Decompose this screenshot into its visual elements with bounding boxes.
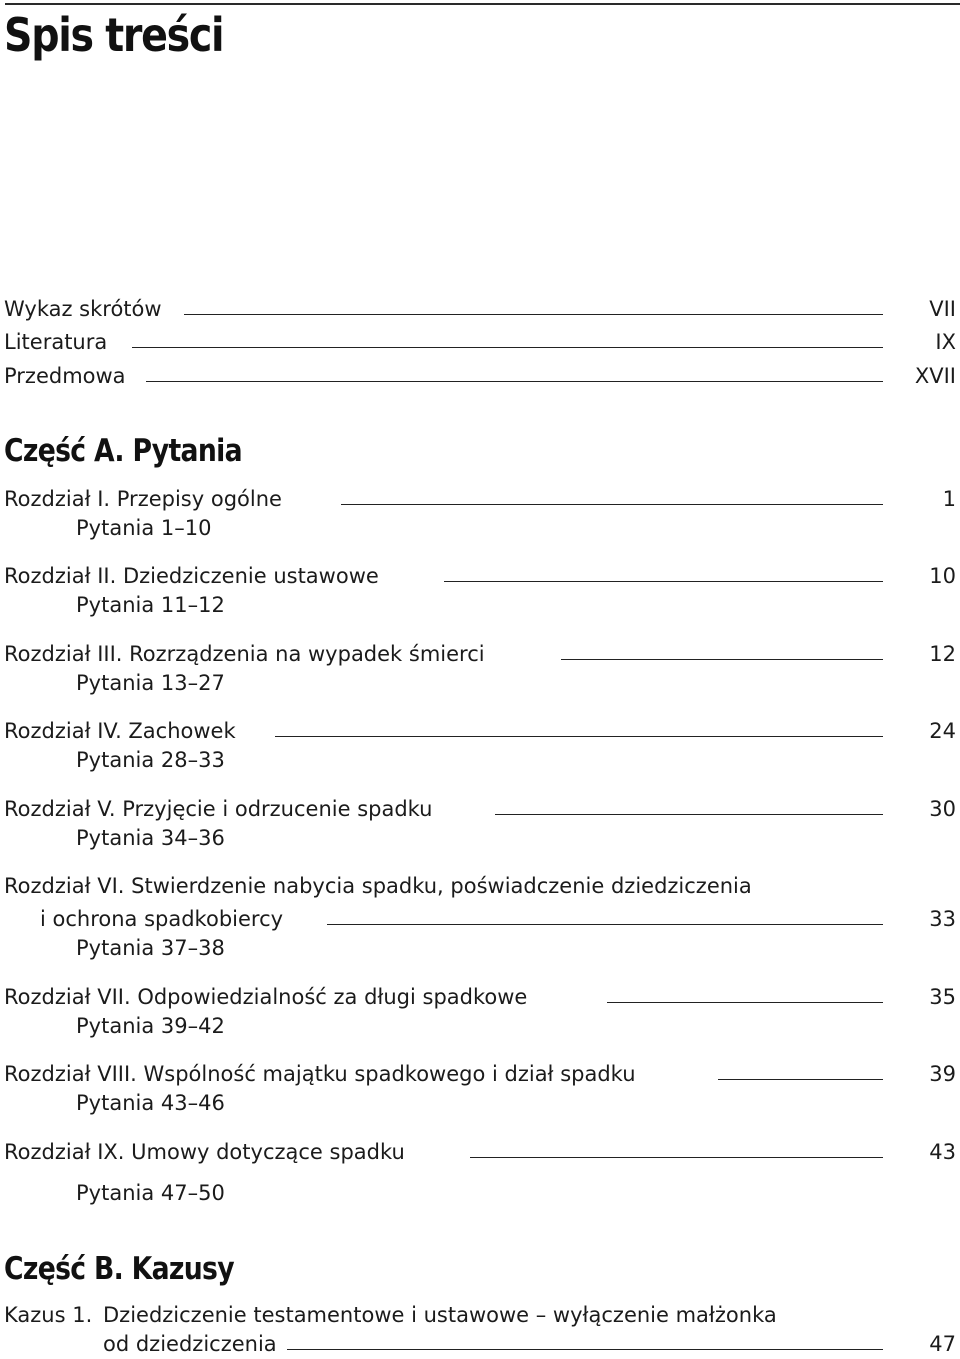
toc-entry-chapter-7[interactable] <box>0 982 960 1012</box>
toc-entry-title: Rozdział IV. Zachowek <box>4 719 236 743</box>
leader-line <box>470 1157 883 1158</box>
toc-page-number: 43 <box>929 1140 956 1164</box>
leader-line <box>495 814 883 815</box>
toc-page-number: 24 <box>929 719 956 743</box>
toc-entry-title: Wykaz skrótów <box>4 297 162 321</box>
leader-line <box>718 1079 883 1080</box>
toc-entry-title: Rozdział III. Rozrządzenia na wypadek śmierci <box>4 642 485 666</box>
toc-page-number: 30 <box>929 797 956 821</box>
toc-page-number: 10 <box>929 564 956 588</box>
leader-line <box>287 1349 883 1350</box>
leader-line <box>341 504 883 505</box>
toc-entry-title: Rozdział V. Przyjęcie i odrzucenie spadku <box>4 797 433 821</box>
toc-page-number: XVII <box>914 364 956 388</box>
toc-questions-range: Pytania 11–12 <box>76 593 225 617</box>
toc-entry-chapter-5[interactable] <box>0 794 960 824</box>
toc-entry-chapter-6-cont[interactable] <box>0 904 960 934</box>
toc-entry-title: Rozdział I. Przepisy ogólne <box>4 487 282 511</box>
toc-entry-chapter-2[interactable] <box>0 561 960 591</box>
toc-questions-range: Pytania 39–42 <box>76 1014 225 1038</box>
toc-entry-title: Rozdział VIII. Wspólność majątku spadkowego i dział spadku <box>4 1062 636 1086</box>
toc-entry-title: Rozdział IX. Umowy dotyczące spadku <box>4 1140 405 1164</box>
toc-questions-range: Pytania 28–33 <box>76 748 225 772</box>
toc-entry-chapter-1[interactable] <box>0 484 960 514</box>
toc-page-number: VII <box>929 297 956 321</box>
toc-entry-chapter-6[interactable] <box>0 871 960 901</box>
toc-entry-case-1[interactable] <box>0 1300 960 1330</box>
part-a-heading: Część A. Pytania <box>4 433 242 469</box>
toc-entry-case-1-cont[interactable] <box>0 1329 960 1359</box>
toc-entry-title: Rozdział VI. Stwierdzenie nabycia spadku, poświadczenie dziedziczenia <box>4 874 752 898</box>
toc-entry-wykaz-skrotow[interactable] <box>0 294 960 324</box>
toc-entry-chapter-4[interactable] <box>0 716 960 746</box>
leader-line <box>327 924 883 925</box>
toc-entry-przedmowa[interactable] <box>0 361 960 391</box>
toc-entry-chapter-3[interactable] <box>0 639 960 669</box>
toc-questions-range: Pytania 34–36 <box>76 826 225 850</box>
top-rule <box>5 3 960 5</box>
leader-line <box>184 314 883 315</box>
part-b-heading: Część B. Kazusy <box>4 1251 234 1287</box>
toc-page-number: IX <box>935 330 956 354</box>
toc-questions-range: Pytania 47–50 <box>76 1181 225 1205</box>
leader-line <box>132 347 883 348</box>
toc-entry-chapter-9[interactable] <box>0 1137 960 1167</box>
toc-entry-title: Dziedziczenie testamentowe i ustawowe – wyłączenie małżonka <box>103 1303 777 1327</box>
leader-line <box>275 736 883 737</box>
leader-line <box>561 659 883 660</box>
toc-entry-title-continuation: od dziedziczenia <box>103 1332 277 1356</box>
page-title: Spis treści <box>4 8 224 62</box>
leader-line <box>607 1002 883 1003</box>
toc-questions-range: Pytania 1–10 <box>76 516 212 540</box>
toc-page-number: 39 <box>929 1062 956 1086</box>
toc-page-number: 35 <box>929 985 956 1009</box>
toc-page-number: 1 <box>942 487 956 511</box>
toc-page-number: 47 <box>929 1332 956 1356</box>
case-label: Kazus 1. <box>4 1303 93 1327</box>
toc-entry-title: Przedmowa <box>4 364 126 388</box>
toc-entry-title: Rozdział II. Dziedziczenie ustawowe <box>4 564 379 588</box>
toc-entry-literatura[interactable] <box>0 327 960 357</box>
leader-line <box>146 381 883 382</box>
toc-entry-title: Literatura <box>4 330 108 354</box>
toc-entry-chapter-8[interactable] <box>0 1059 960 1089</box>
leader-line <box>444 581 883 582</box>
toc-page-number: 33 <box>929 907 956 931</box>
toc-questions-range: Pytania 13–27 <box>76 671 225 695</box>
toc-questions-range: Pytania 37–38 <box>76 936 225 960</box>
toc-entry-title: Rozdział VII. Odpowiedzialność za długi spadkowe <box>4 985 528 1009</box>
toc-page-number: 12 <box>929 642 956 666</box>
toc-entry-title-continuation: i ochrona spadkobiercy <box>40 907 284 931</box>
toc-questions-range: Pytania 43–46 <box>76 1091 225 1115</box>
